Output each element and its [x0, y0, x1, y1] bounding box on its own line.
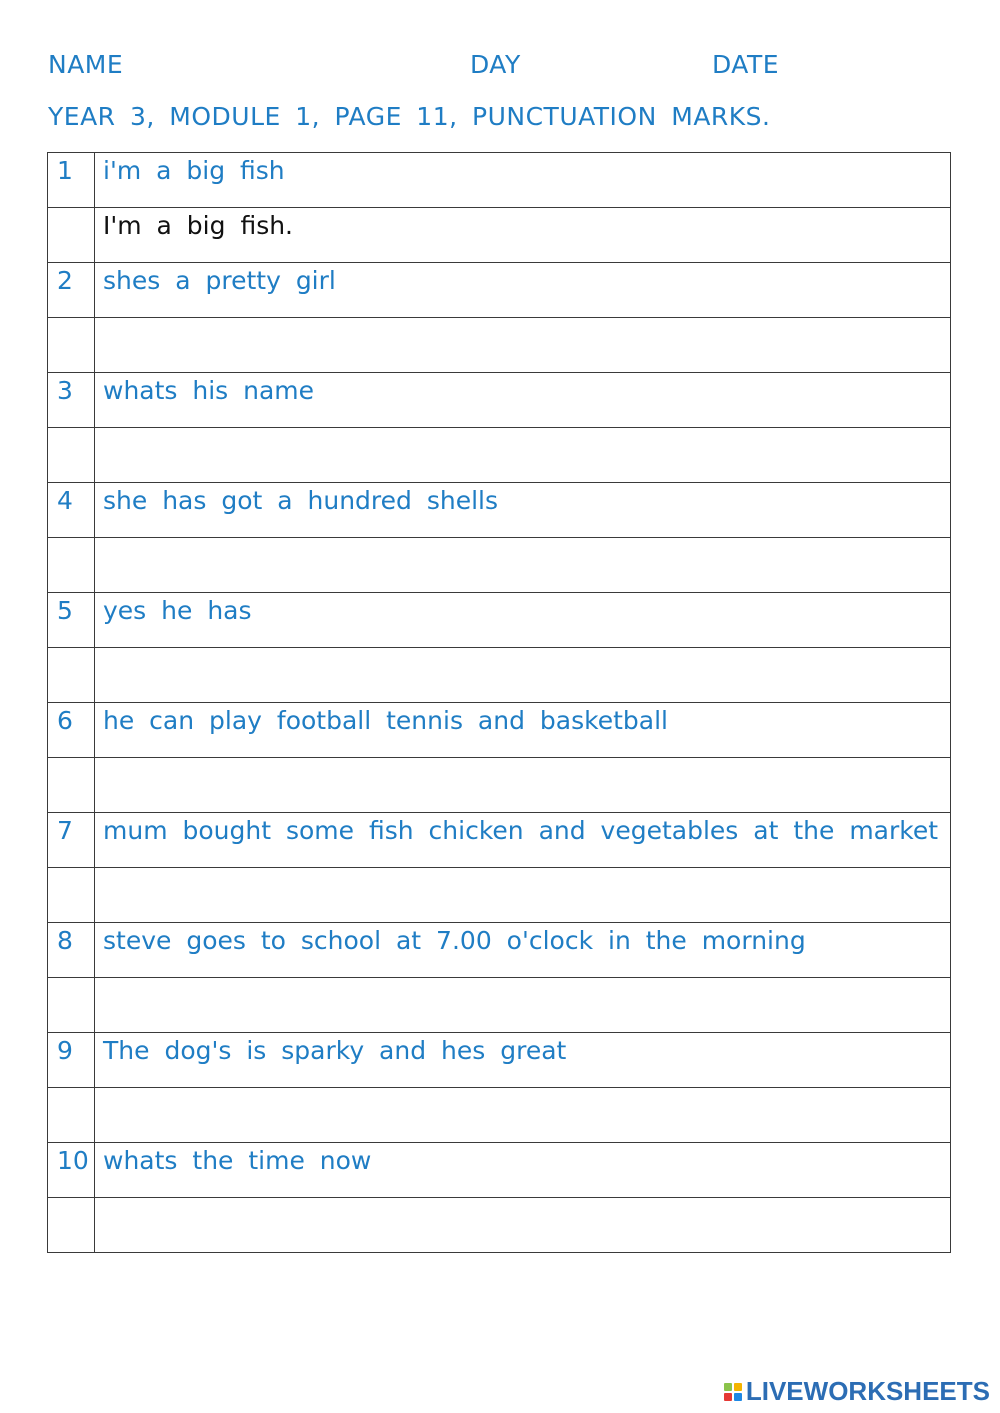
prompt-cell [95, 813, 951, 868]
exercise-table [47, 152, 951, 1253]
answer-number-blank [48, 318, 95, 373]
prompt-text: whats his name [103, 376, 315, 405]
answer-row [48, 318, 951, 373]
prompt-row [48, 1143, 951, 1198]
answer-row [48, 208, 951, 263]
item-number [48, 483, 95, 538]
answer-field[interactable] [95, 318, 951, 373]
prompt-cell [95, 923, 951, 978]
prompt-cell [95, 373, 951, 428]
answer-field[interactable] [95, 648, 951, 703]
answer-field[interactable] [95, 1088, 951, 1143]
answer-field[interactable] [95, 428, 951, 483]
answer-row [48, 1198, 951, 1253]
prompt-row [48, 373, 951, 428]
logo-text: LIVEWORKSHEETS [745, 1376, 990, 1406]
item-number-text: 10 [57, 1146, 89, 1175]
item-number [48, 373, 95, 428]
prompt-text: she has got a hundred shells [103, 486, 499, 515]
prompt-text: he can play football tennis and basketball [103, 706, 668, 735]
answer-field[interactable] [95, 868, 951, 923]
item-number-text: 8 [57, 926, 73, 955]
prompt-cell [95, 153, 951, 208]
item-number [48, 1033, 95, 1088]
item-number [48, 813, 95, 868]
prompt-row [48, 153, 951, 208]
prompt-cell [95, 483, 951, 538]
answer-field[interactable] [95, 208, 951, 263]
prompt-row [48, 263, 951, 318]
prompt-row [48, 813, 951, 868]
answer-number-blank [48, 758, 95, 813]
liveworksheets-logo [724, 1376, 990, 1407]
answer-number-blank [48, 428, 95, 483]
prompt-cell [95, 1033, 951, 1088]
prompt-cell [95, 593, 951, 648]
prompt-text: yes he has [103, 596, 252, 625]
answer-field[interactable] [95, 1198, 951, 1253]
prompt-row [48, 1033, 951, 1088]
answer-row [48, 978, 951, 1033]
worksheet-title: YEAR 3, MODULE 1, PAGE 11, PUNCTUATION MARKS. [48, 102, 771, 131]
prompt-text: mum bought some fish chicken and vegetables at the market [103, 816, 939, 845]
item-number [48, 263, 95, 318]
item-number [48, 923, 95, 978]
answer-number-blank [48, 978, 95, 1033]
item-number-text: 4 [57, 486, 73, 515]
answer-number-blank [48, 208, 95, 263]
item-number-text: 7 [57, 816, 73, 845]
answer-row [48, 428, 951, 483]
item-number-text: 5 [57, 596, 73, 625]
item-number [48, 153, 95, 208]
answer-row [48, 648, 951, 703]
liveworksheets-logo-icon [724, 1383, 742, 1401]
answer-number-blank [48, 868, 95, 923]
name-label: NAME [48, 50, 124, 79]
item-number-text: 6 [57, 706, 73, 735]
answer-row [48, 538, 951, 593]
prompt-cell [95, 263, 951, 318]
item-number-text: 1 [57, 156, 73, 185]
prompt-text: The dog's is sparky and hes great [103, 1036, 567, 1065]
item-number [48, 593, 95, 648]
item-number-text: 3 [57, 376, 73, 405]
prompt-text: shes a pretty girl [103, 266, 336, 295]
answer-row [48, 758, 951, 813]
answer-field[interactable] [95, 758, 951, 813]
day-label: DAY [470, 50, 521, 79]
item-number [48, 703, 95, 758]
answer-row [48, 1088, 951, 1143]
answer-field[interactable] [95, 978, 951, 1033]
prompt-text: whats the time now [103, 1146, 372, 1175]
date-label: DATE [712, 50, 780, 79]
answer-text[interactable]: I'm a big fish. [103, 211, 294, 240]
prompt-cell [95, 703, 951, 758]
prompt-row [48, 703, 951, 758]
prompt-row [48, 483, 951, 538]
answer-number-blank [48, 1198, 95, 1253]
prompt-row [48, 593, 951, 648]
answer-row [48, 868, 951, 923]
answer-number-blank [48, 538, 95, 593]
prompt-text: steve goes to school at 7.00 o'clock in the morning [103, 926, 806, 955]
prompt-text: i'm a big fish [103, 156, 285, 185]
answer-field[interactable] [95, 538, 951, 593]
item-number-text: 2 [57, 266, 73, 295]
item-number-text: 9 [57, 1036, 73, 1065]
prompt-cell [95, 1143, 951, 1198]
item-number [48, 1143, 95, 1198]
prompt-row [48, 923, 951, 978]
answer-number-blank [48, 648, 95, 703]
answer-number-blank [48, 1088, 95, 1143]
